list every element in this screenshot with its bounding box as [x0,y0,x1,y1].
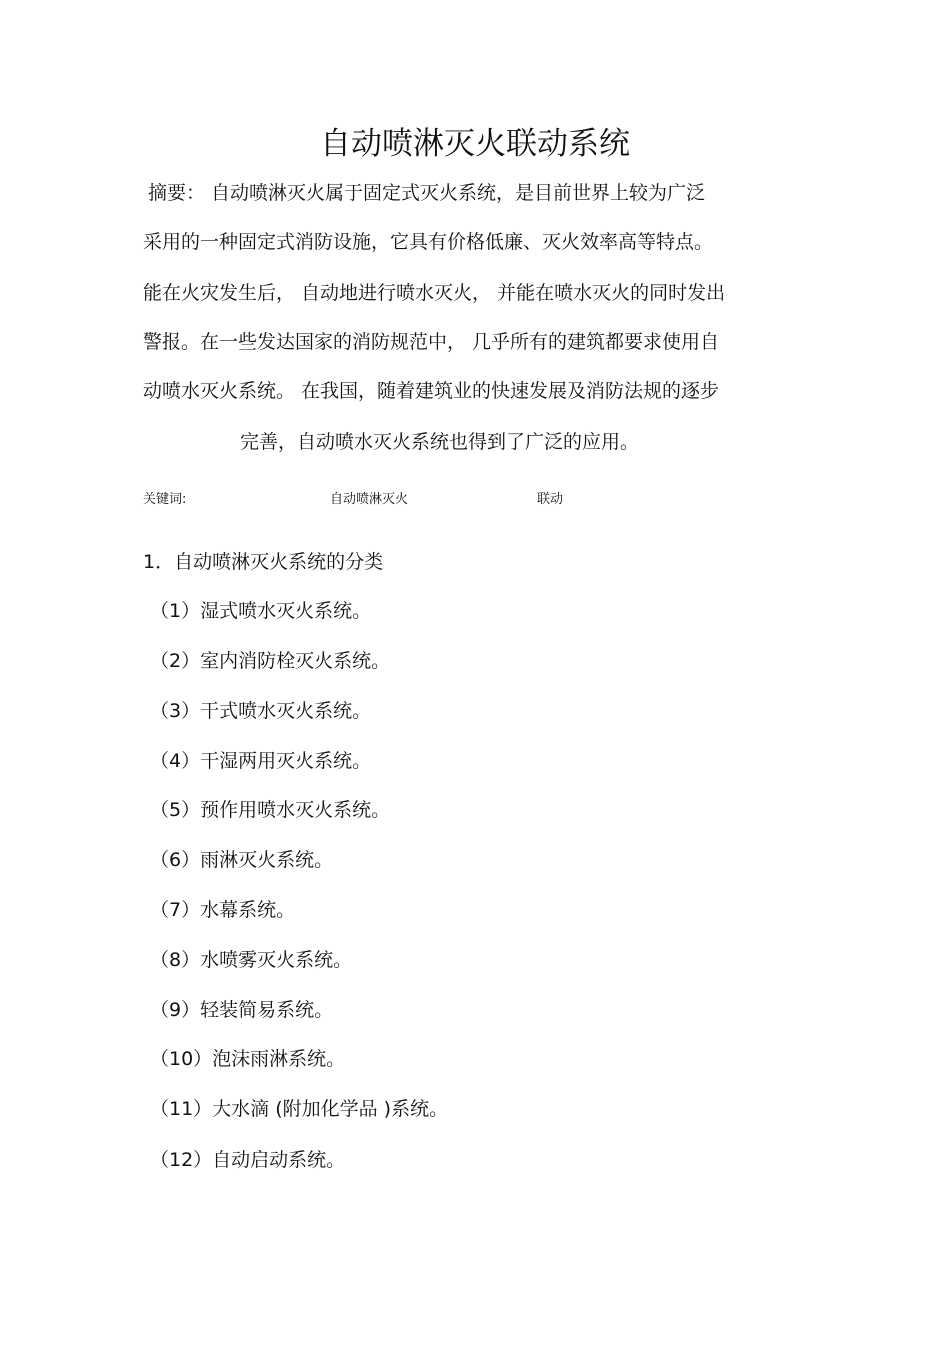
abstract-line: 动喷水灭火系统。 在我国，随着建筑业的快速发展及消防法规的逐步 [143,380,720,402]
list-item: （11）大水滴 (附加化学品 )系统。 [150,1098,449,1120]
keyword: 联动 [537,492,564,507]
abstract-line: 采用的一种固定式消防设施，它具有价格低廉、灭火效率高等特点。 [143,231,714,253]
list-item: （3）干式喷水灭火系统。 [150,700,372,722]
document-title: 自动喷淋灭火联动系统 [320,126,630,162]
list-item: （6）雨淋灭火系统。 [150,849,334,871]
list-item: （9）轻装简易系统。 [150,999,334,1021]
list-item: （8）水喷雾灭火系统。 [150,949,353,971]
abstract-line: 能在火灾发生后， 自动地进行喷水灭火， 并能在喷水灭火的同时发出 [143,282,726,304]
list-item: （2）室内消防栓灭火系统。 [150,650,391,672]
abstract-line: 警报。在一些发达国家的消防规范中， 几乎所有的建筑都要求使用自 [143,331,720,353]
list-item: （4）干湿两用灭火系统。 [150,750,372,772]
list-item: （12）自动启动系统。 [150,1149,346,1171]
list-item: （7）水幕系统。 [150,899,296,921]
section-heading: 1．自动喷淋灭火系统的分类 [143,551,384,573]
keywords-label: 关键词: [143,492,187,507]
abstract-line: 完善，自动喷水灭火系统也得到了广泛的应用。 [240,431,640,453]
list-item: （10）泡沫雨淋系统。 [150,1048,346,1070]
list-item: （5）预作用喷水灭火系统。 [150,799,391,821]
keyword: 自动喷淋灭火 [330,492,409,507]
abstract-line: 摘要： 自动喷淋灭火属于固定式灭火系统，是目前世界上较为广泛 [148,182,706,204]
list-item: （1）湿式喷水灭火系统。 [150,600,372,622]
